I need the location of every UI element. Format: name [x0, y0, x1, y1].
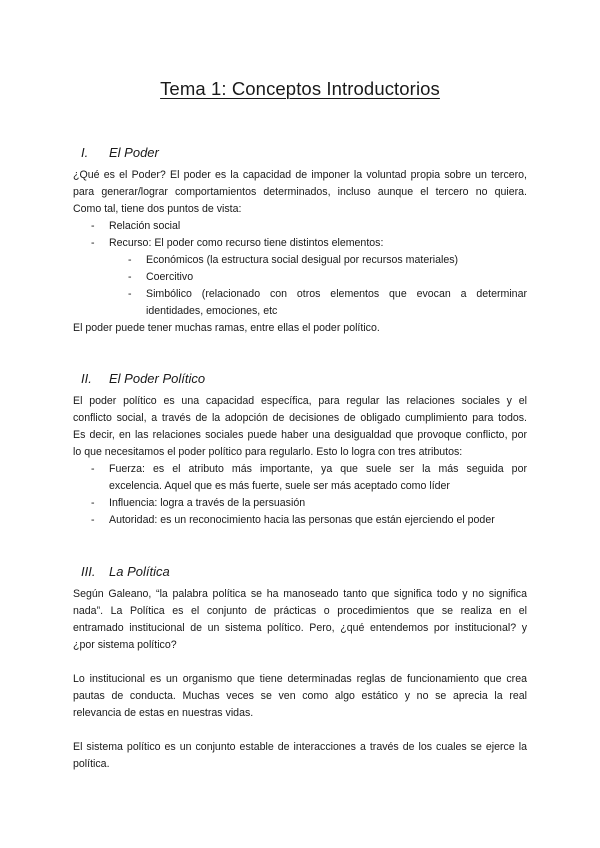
paragraph-line: entramado institucional de un sistema político. Pero, ¿qué entendemos por institucional? y [73, 622, 527, 634]
section-heading-el-poder [81, 145, 159, 160]
paragraph-line: nada”. La Política es el conjunto de prácticas o procedimientos que se realiza en el [73, 605, 527, 617]
bullet-dash: - [128, 271, 132, 283]
section-number: I. [81, 145, 89, 160]
paragraph-line: lo que necesitamos el poder político para regularlo. Esto lo logra con tres atributos: [73, 446, 463, 458]
section-number: II. [81, 371, 92, 386]
paragraph-line: Es decir, en las relaciones sociales puede haber una desigualdad que provoque conflicto, por [73, 429, 527, 441]
paragraph-line: para generar/lograr comportamientos determinados, incluso aunque el tercero no quiera. [73, 186, 527, 198]
bullet-dash: - [91, 514, 95, 526]
sub-list-item-continuation [128, 303, 527, 320]
paragraph-line: Como tal, tiene dos puntos de vista: [73, 203, 242, 215]
list-item-text: Autoridad: es un reconocimiento hacia las personas que están ejerciendo el poder [109, 514, 495, 526]
bullet-dash: - [91, 237, 95, 249]
section-heading-el-poder-politico [81, 371, 205, 386]
paragraph-line: El poder puede tener muchas ramas, entre ellas el poder político. [73, 322, 380, 334]
paragraph-line: Según Galeano, “la palabra política se ha manoseado tanto que significa todo y no significa [73, 588, 527, 600]
section-heading-la-politica [81, 564, 170, 579]
paragraph-line: política. [73, 758, 110, 770]
bullet-dash: - [91, 497, 95, 509]
section-title: El Poder Político [109, 371, 206, 386]
list-item [91, 512, 527, 529]
sub-list-item [128, 269, 527, 286]
sub-list-item-text: Coercitivo [146, 271, 194, 283]
bullet-dash: - [128, 288, 132, 300]
list-item [91, 235, 527, 252]
section-number: III. [81, 564, 96, 579]
section-title: La Política [109, 564, 170, 579]
paragraph-line: El poder político es una capacidad específica, para regular las relaciones sociales y el [73, 395, 527, 407]
list-item [91, 461, 527, 478]
list-item [91, 495, 527, 512]
list-item [91, 218, 527, 235]
section-title: El Poder [109, 145, 159, 160]
list-item-text: Relación social [109, 220, 181, 232]
sub-list-item-text: Económicos (la estructura social desigual por recursos materiales) [146, 254, 459, 266]
paragraph-line: El sistema político es un conjunto estable de interacciones a través de los cuales se ejerce la [73, 741, 527, 753]
sub-list-item [128, 252, 527, 269]
list-item-text: excelencia. Aquel que es más fuerte, suele ser más aceptado como líder [109, 480, 450, 492]
list-item-text: Fuerza: es el atributo más importante, ya que suele ser la más seguida por [109, 463, 527, 475]
paragraph-line: ¿Qué es el Poder? El poder es la capacidad de imponer la voluntad propia sobre un tercero, [73, 169, 527, 181]
list-item-text: Recurso: El poder como recurso tiene distintos elementos: [109, 237, 384, 249]
bullet-dash: - [91, 220, 95, 232]
sub-list-item-text: Simbólico (relacionado con otros elementos que evocan a determinar [146, 288, 527, 300]
bullet-dash: - [91, 463, 95, 475]
page-title: Tema 1: Conceptos Introductorios [160, 78, 440, 99]
paragraph-line: conflicto social, a través de la adopción de decisiones de obligado cumplimiento para todos. [73, 412, 527, 424]
bullet-dash: - [128, 254, 132, 266]
paragraph-line: ¿por sistema político? [73, 639, 177, 651]
sub-list-item [128, 286, 527, 303]
paragraph-line: pautas de conducta. Muchas veces se ven como algo estático y no se aprecia la real [73, 690, 527, 702]
list-item-text: Influencia: logra a través de la persuasión [109, 497, 306, 509]
sub-list-item-text: identidades, emociones, etc [146, 305, 278, 317]
list-item-continuation [91, 478, 527, 495]
paragraph-line: Lo institucional es un organismo que tiene determinadas reglas de funcionamiento que crea [73, 673, 527, 685]
paragraph-line: relevancia de estas en nuestras vidas. [73, 707, 254, 719]
